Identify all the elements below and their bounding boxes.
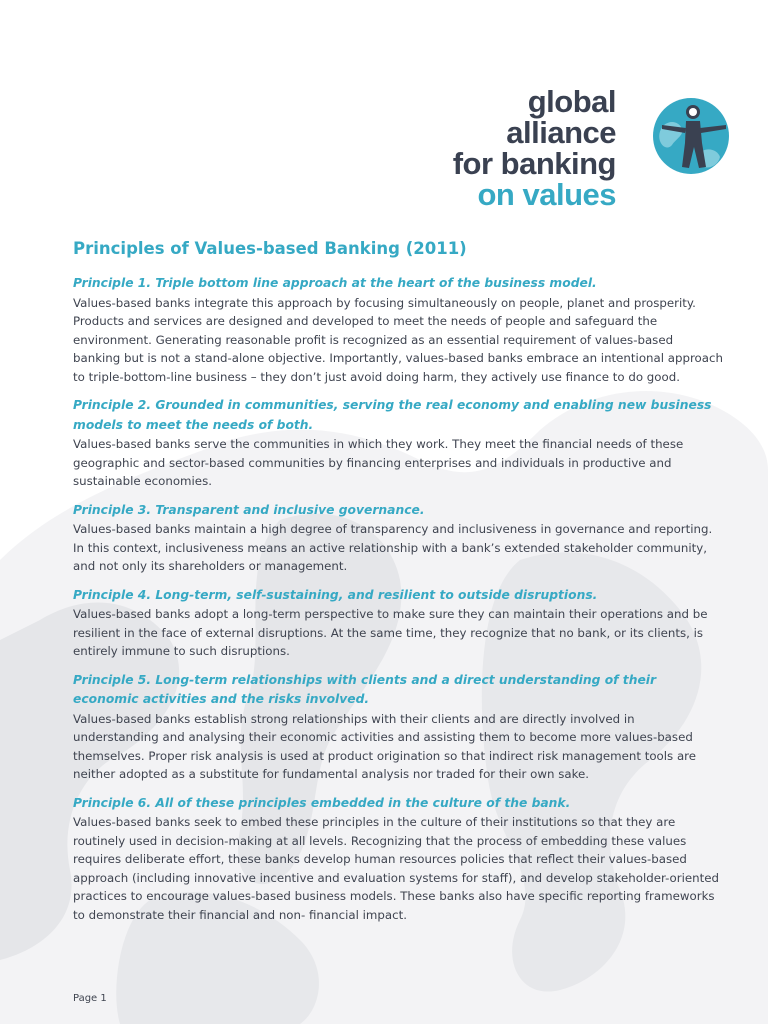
principle-heading: Principle 5. Long-term relationships with clients and a direct understanding of their economic activities and the risks involved. [73, 672, 657, 706]
principle-body: Values-based banks integrate this approach by focusing simultaneously on people, planet and prosperity. Products and services are designed and developed to meet the needs of people and safeguard the environment. Generating reasonable profit is recognized as an essential requirement of values-based banking but is not a stand-alone objective. Importantly, values-based banks embrace an intentional approach to triple-bottom-line business – they don’t just avoid doing harm, they actively use finance to do good. [73, 295, 723, 384]
globe-person-logo-icon [650, 95, 732, 177]
principle-1 [73, 274, 723, 386]
principle-6 [73, 794, 723, 925]
principle-5 [73, 671, 723, 784]
principle-heading: Principle 2. Grounded in communities, serving the real economy and enabling new business models to meet the needs of both. [73, 398, 712, 432]
principle-body: Values-based banks adopt a long-term perspective to make sure they can maintain their operations and be resilient in the face of external disruptions. At the same time, they recognize that no bank, or its clients, is entirely immune to such disruptions. [73, 607, 708, 658]
principle-body: Values-based banks seek to embed these principles in the culture of their institutions so that they are routinely used in decision-making at all levels. Recognizing that the process of embedding these values requires deliberate effort, these banks develop human resources policies that reflect their values-based approach (including innovative incentive and evaluation systems for staff), and develop stakeholder-oriented practices to encourage values-based business models. These banks also have specific reporting frameworks to demonstrate their financial and non- financial impact. [73, 815, 720, 922]
page-title: Principles of Values-based Banking (2011) [73, 239, 467, 258]
logo [428, 84, 748, 212]
logo-line-2: for banking [452, 146, 616, 181]
principle-heading: Principle 4. Long-term, self-sustaining, and resilient to outside disruptions. [73, 587, 598, 602]
document-body [73, 238, 723, 934]
principle-4 [73, 586, 723, 661]
logo-line-3: on values [477, 177, 616, 212]
principle-body: Values-based banks maintain a high degree of transparency and inclusiveness in governance and reporting. In this context, inclusiveness means an active relationship with a bank’s extended stakeholder community, and not only its shareholders or management. [73, 522, 713, 573]
principle-heading: Principle 3. Transparent and inclusive governance. [73, 502, 425, 517]
principle-body: Values-based banks establish strong relationships with their clients and are directly involved in understanding and analysing their economic activities and assisting them to become more values-based themselves. Proper risk analysis is used at product origination so that indirect risk management tools are neither adopted as a substitute for fundamental analysis nor traded for their own sake. [73, 711, 697, 781]
page-number: Page 1 [73, 993, 107, 1004]
principle-heading: Principle 1. Triple bottom line approach at the heart of the business model. [73, 276, 597, 290]
principle-body: Values-based banks serve the communities in which they work. They meet the financial needs of these geographic and sector-based communities by financing enterprises and individuals in productive and sustainable economies. [73, 437, 684, 488]
principle-3 [73, 501, 723, 576]
principle-2 [73, 396, 723, 491]
principle-heading: Principle 6. All of these principles embedded in the culture of the bank. [73, 795, 571, 810]
logo-wordmark [428, 86, 616, 210]
logo-line-1: global alliance [506, 84, 616, 150]
